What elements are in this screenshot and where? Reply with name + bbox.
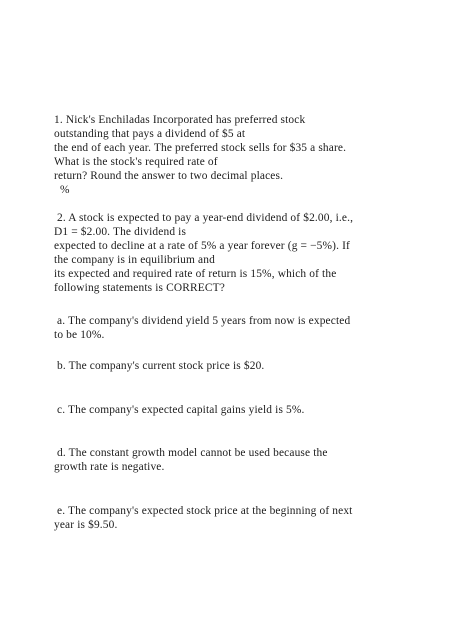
option-d-line-1: d. The constant growth model cannot be used because the [54,447,328,459]
question-2-line-3: expected to decline at a rate of 5% a year forever (g = −5%). If [54,240,350,252]
question-1-line-4: What is the stock's required rate of [54,156,218,168]
question-2-line-6: following statements is CORRECT? [54,282,225,294]
question-1-line-1: 1. Nick's Enchiladas Incorporated has preferred stock [54,114,306,126]
question-2-line-5: its expected and required rate of return is 15%, which of the [54,268,337,280]
option-e-line-2: year is $9.50. [54,519,118,531]
option-e-line-1: e. The company's expected stock price at the beginning of next [54,505,353,517]
question-2-line-4: the company is in equilibrium and [54,254,215,266]
question-1-line-5: return? Round the answer to two decimal places. [54,170,284,182]
option-a-line-2: to be 10%. [54,329,105,341]
question-2-line-1: 2. A stock is expected to pay a year-end dividend of $2.00, i.e., [54,212,354,224]
option-a-line-1: a. The company's dividend yield 5 years from now is expected [54,315,351,327]
answer-unit-percent: % [54,184,70,196]
question-2-line-2: D1 = $2.00. The dividend is [54,226,187,238]
question-1-line-2: outstanding that pays a dividend of $5 at [54,128,246,140]
question-1-line-3: the end of each year. The preferred stock sells for $35 a share. [54,142,347,154]
option-c-line-1: c. The company's expected capital gains yield is 5%. [54,404,305,416]
option-b-line-1: b. The company's current stock price is $20. [54,360,265,372]
option-d-line-2: growth rate is negative. [54,461,165,473]
